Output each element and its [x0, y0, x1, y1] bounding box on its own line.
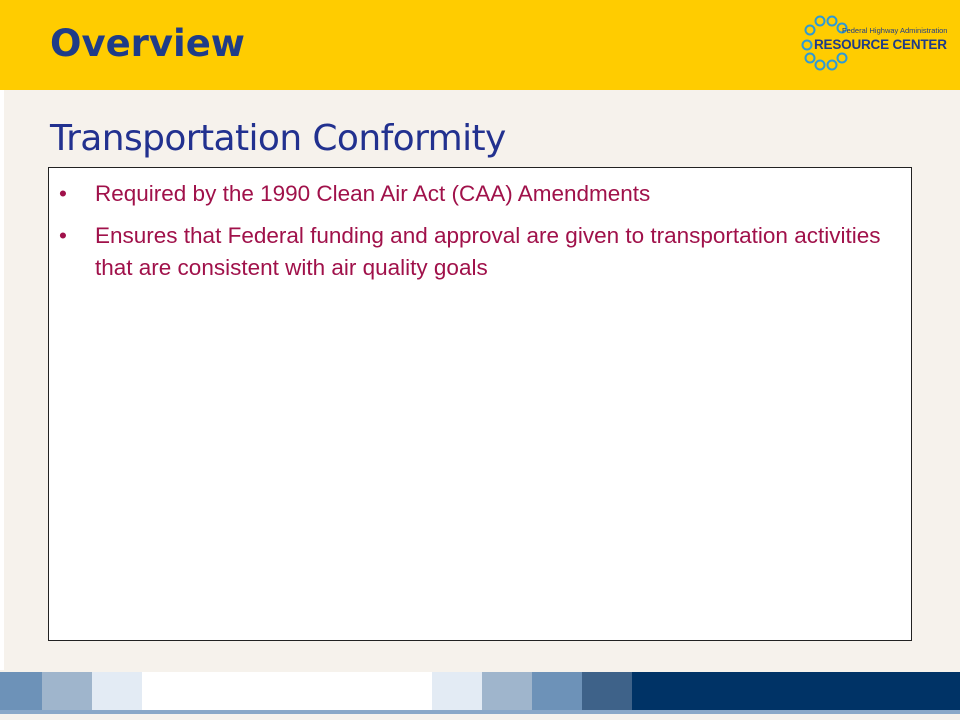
- bullet-item: [59, 178, 899, 210]
- bullet-dot-icon: •: [59, 223, 67, 248]
- footer-segment: [0, 672, 42, 710]
- logo-resource-center-text: RESOURCE CENTER: [814, 37, 947, 52]
- footer-color-band: [0, 672, 960, 710]
- footer-segment: [532, 672, 582, 710]
- footer-segment: [632, 672, 960, 710]
- footer-segment: [432, 672, 482, 710]
- footer-segment: [142, 672, 432, 710]
- footer-line: [0, 710, 960, 714]
- bullet-text: Required by the 1990 Clean Air Act (CAA) Amendments: [95, 181, 651, 206]
- bullet-text: Ensures that Federal funding and approval are given to transportation activities that are consistent with air quality goals: [95, 223, 881, 280]
- footer-segment: [482, 672, 532, 710]
- left-edge-strip: [0, 90, 4, 670]
- content-box: [48, 167, 912, 641]
- bullet-item: [59, 220, 899, 284]
- resource-center-logo: [800, 14, 950, 74]
- section-title: Overview: [50, 22, 245, 65]
- footer-segment: [42, 672, 92, 710]
- slide-title: Transportation Conformity: [50, 118, 506, 159]
- footer-segment: [92, 672, 142, 710]
- footer-segment: [582, 672, 632, 710]
- bullet-dot-icon: •: [59, 181, 67, 206]
- bullet-list: [59, 178, 899, 294]
- logo-agency-text: Federal Highway Administration: [842, 26, 948, 35]
